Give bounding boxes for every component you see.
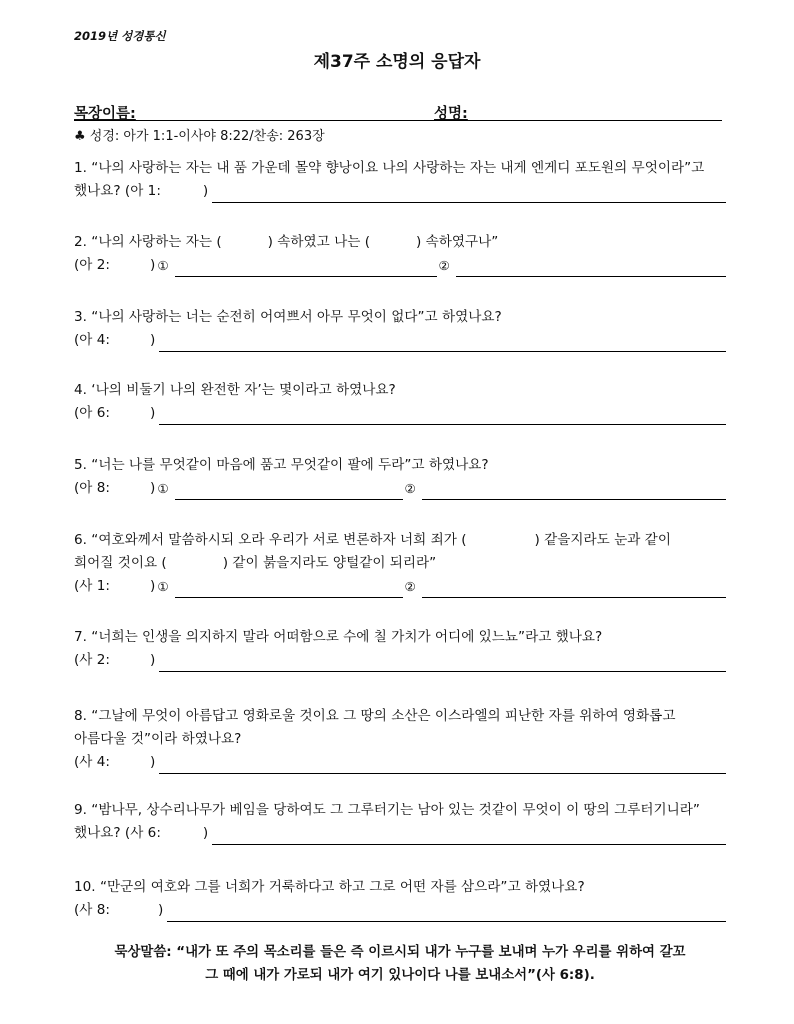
question-7 — [74, 626, 726, 672]
question-10-ref-close: ) — [158, 902, 164, 918]
circled-one: ① — [157, 579, 169, 594]
year-tag: 2019년 성경통신 — [74, 29, 166, 43]
pastor-name-label: 목장이름: — [74, 106, 136, 122]
question-10-text: 10. “만군의 여호와 그를 너희가 거룩하다고 하고 그로 어떤 자를 삼으라”고 하였나요? — [74, 879, 585, 895]
question-8-ref-close: ) — [150, 754, 156, 770]
answer-blank-5b[interactable] — [422, 484, 726, 500]
meditation-line-2: 그 때에 내가 가로되 내가 여기 있나이다 나를 보내소서”(사 6:8). — [205, 968, 595, 983]
question-6-text-c: 희어질 것이요 ( — [74, 555, 167, 571]
question-1-ref-close: ) — [202, 183, 209, 199]
question-6 — [74, 529, 726, 598]
question-1-text: 1. “나의 사랑하는 자는 내 품 가운데 몰약 향낭이요 나의 사랑하는 자는 내게 엔게디 포도원의 무엇이라”고 — [74, 160, 705, 176]
question-2 — [74, 231, 726, 277]
answer-blank-6a[interactable] — [175, 582, 403, 598]
meditation-verse — [80, 941, 720, 987]
question-2-text-a: 2. “나의 사랑하는 자는 ( — [74, 234, 222, 250]
answer-blank-1[interactable] — [212, 187, 726, 203]
question-8 — [74, 705, 726, 774]
question-8-text-2: 아름다울 것”이라 하였나요? — [74, 731, 242, 747]
question-4-text: 4. ‘나의 비둘기 나의 완전한 자’는 몇이라고 하였나요? — [74, 382, 396, 398]
question-6-ref: (사 1: — [74, 578, 110, 594]
question-3-ref-close: ) — [150, 332, 156, 348]
circled-one: ① — [157, 481, 169, 496]
question-6-text-a: 6. “여호와께서 말씀하시되 오라 우리가 서로 변론하자 너희 죄가 ( — [74, 532, 467, 548]
answer-blank-8[interactable] — [159, 758, 726, 774]
question-1-ref: 했나요? (아 1: — [74, 183, 161, 199]
question-4 — [74, 379, 726, 425]
circled-two: ② — [404, 481, 416, 496]
meditation-line-1: 묵상말씀: “내가 또 주의 목소리를 들은 즉 이르시되 내가 누구를 보내며 누가 우리를 위하여 갈꼬 — [114, 945, 686, 960]
question-10 — [74, 876, 726, 922]
question-2-ref-close: ) — [150, 257, 156, 273]
question-3-text: 3. “나의 사랑하는 너는 순전히 어여쁘서 아무 무엇이 없다”고 하였나요? — [74, 309, 502, 325]
question-7-ref: (사 2: — [74, 652, 110, 668]
question-4-ref: (아 6: — [74, 405, 110, 421]
circled-one: ① — [157, 258, 169, 273]
question-3 — [74, 306, 726, 352]
question-7-ref-close: ) — [150, 652, 156, 668]
question-3-ref: (아 4: — [74, 332, 110, 348]
answer-blank-6b[interactable] — [422, 582, 726, 598]
question-9 — [74, 799, 726, 845]
question-4-ref-close: ) — [150, 405, 156, 421]
circled-two: ② — [438, 258, 450, 273]
question-1 — [74, 157, 726, 203]
question-5-ref: (아 8: — [74, 480, 110, 496]
question-9-text: 9. “밤나무, 상수리나무가 베임을 당하여도 그 그루터기는 남아 있는 것같이 무엇이 이 땅의 그루터기니라” — [74, 802, 700, 818]
student-name-label: 성명: — [434, 106, 468, 122]
page-title: 제37주 소명의 응답자 — [313, 52, 481, 72]
question-2-text-b: ) 속하였고 나는 ( — [267, 234, 371, 250]
question-6-text-b: ) 같을지라도 눈과 같이 — [534, 532, 671, 548]
answer-blank-5a[interactable] — [175, 484, 403, 500]
answer-blank-7[interactable] — [159, 656, 726, 672]
question-7-text: 7. “너희는 인생을 의지하지 말라 어떠함으로 수에 칠 가치가 어디에 있느뇨”라고 했나요? — [74, 629, 603, 645]
question-9-ref-close: ) — [202, 825, 209, 841]
scripture-range: ♣ 성경: 아가 1:1-이사야 8:22/찬송: 263장 — [74, 129, 325, 144]
question-8-text-1: 8. “그날에 무엇이 아름답고 영화로울 것이요 그 땅의 소산은 이스라엘의 피난한 자를 위하여 영화롭고 — [74, 708, 676, 724]
question-10-ref: (사 8: — [74, 902, 110, 918]
answer-blank-2b[interactable] — [456, 261, 726, 277]
question-6-ref-close: ) — [150, 578, 156, 594]
question-5 — [74, 454, 726, 500]
question-9-ref: 했나요? (사 6: — [74, 825, 161, 841]
question-2-text-c: ) 속하였구나” — [416, 234, 499, 250]
question-2-ref: (아 2: — [74, 257, 110, 273]
answer-blank-9[interactable] — [212, 829, 726, 845]
question-8-ref: (사 4: — [74, 754, 110, 770]
question-5-text: 5. “너는 나를 무엇같이 마음에 품고 무엇같이 팔에 두라”고 하였나요? — [74, 457, 489, 473]
question-5-ref-close: ) — [150, 480, 156, 496]
circled-two: ② — [404, 579, 416, 594]
header-rule — [74, 120, 722, 121]
answer-blank-3[interactable] — [159, 336, 726, 352]
answer-blank-10[interactable] — [167, 906, 726, 922]
question-6-text-d: ) 같이 붉을지라도 양털같이 되리라” — [222, 555, 437, 571]
answer-blank-2a[interactable] — [175, 261, 437, 277]
answer-blank-4[interactable] — [159, 409, 726, 425]
